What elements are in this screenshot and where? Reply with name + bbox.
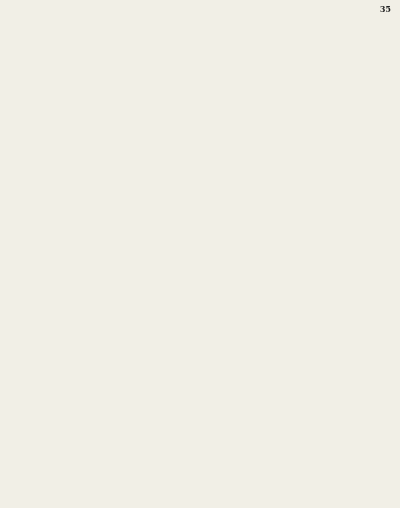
page-number: 35: [379, 4, 391, 14]
entry-columns: [7, 6, 393, 504]
directory-entry: [7, 257, 196, 263]
directory-entry: [204, 234, 393, 240]
column-right: [204, 16, 393, 504]
column-left: [7, 16, 196, 504]
